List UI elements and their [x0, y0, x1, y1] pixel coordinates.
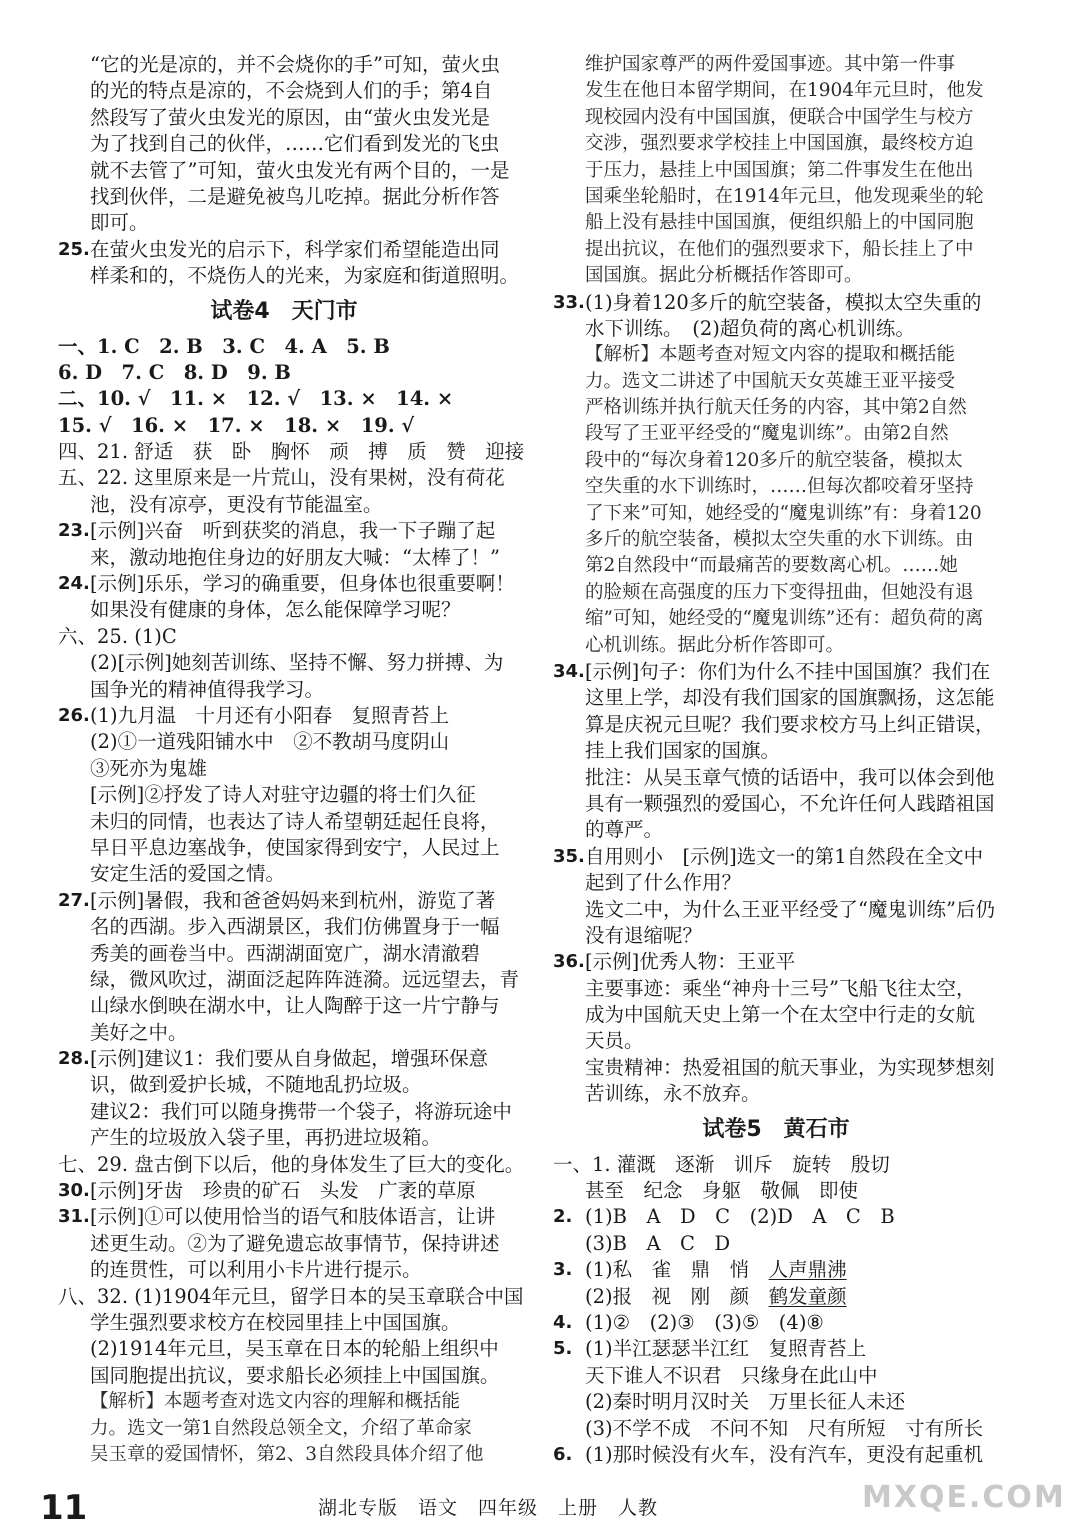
answer-line [553, 1002, 999, 1028]
answer-text: 七、29. 盘古倒下以后，他的身体发生了巨大的变化。 [58, 1152, 525, 1176]
answer-line [553, 738, 999, 764]
answer-text: 的光的特点是凉的，不会烧到人们的手；第4自 [90, 79, 493, 103]
answer-line [58, 1231, 510, 1257]
answer-text: [示例]乐乐，学习的确重要，但身体也很重要啊！ [90, 572, 515, 596]
answer-text: (2)报 视 刚 颜 [585, 1284, 769, 1308]
answer-text: 二、10. √ 11. × 12. √ 13. × 14. × [58, 387, 454, 411]
answer-line [58, 131, 510, 157]
answer-text: 段写了王亚平经受的“魔鬼训练”。由第2自然 [585, 423, 949, 445]
answer-text: 主要事迹：乘坐“神舟十三号”飞船飞往太空， [585, 976, 976, 1000]
answer-text: 如果没有健康的身体，怎么能保障学习呢？ [90, 598, 461, 622]
answer-text: 15. √ 16. × 17. × 18. × 19. √ [58, 413, 415, 437]
answer-line-numbered [58, 1178, 510, 1204]
answer-text: 识，做到爱护长城，不随地乱扔垃圾。 [90, 1073, 422, 1097]
answer-line [58, 52, 510, 78]
answer-line [553, 474, 999, 500]
answer-line [553, 1389, 999, 1415]
answer-line [553, 1231, 999, 1257]
answer-text: 山绿水倒映在湖水中，让人陶醉于这一片宁静与 [90, 994, 500, 1018]
answer-text: 这里上学，却没有我们国家的国旗飘扬，这怎能 [585, 686, 995, 710]
answer-text: 的连贯性，可以利用小卡片进行提示。 [90, 1258, 422, 1282]
underlined-idiom: 人声鼎沸 [768, 1258, 847, 1282]
answer-text: 学生强烈要求校方在校园里挂上中国国旗。 [90, 1310, 461, 1334]
answer-text: (2)①一道残阳铺水中 ②不教胡马度阴山 [90, 730, 450, 754]
answer-line [553, 1178, 999, 1204]
answer-text: 算是庆祝元旦呢？我们要求校方马上纠正错误， [585, 712, 995, 736]
answer-text: 池，没有凉亭，更没有节能温室。 [90, 492, 383, 516]
answer-line [553, 1416, 999, 1442]
left-column [58, 52, 525, 1468]
answer-text: 【解析】本题考查对选文内容的理解和概括能 [90, 1391, 461, 1413]
question-number: 25. [58, 238, 90, 260]
answer-text: 未归的同情，也表达了诗人希望朝廷起任良将， [90, 809, 500, 833]
answer-line-numbered [553, 290, 999, 316]
answer-text: 一、1. C 2. B 3. C 4. A 5. B [58, 334, 390, 358]
answer-line [553, 448, 999, 474]
answer-text: 六、25. (1)C [58, 624, 177, 648]
answer-line [58, 861, 510, 887]
answer-line [58, 465, 510, 491]
answer-line [553, 78, 999, 104]
answer-text: 【解析】本题考查对短文内容的提取和概括能 [585, 344, 956, 366]
answer-line [58, 360, 510, 386]
answer-text: (2)[示例]她刻苦训练、坚持不懈、努力拼搏、为 [90, 651, 504, 675]
answer-line [553, 184, 999, 210]
answer-line [58, 941, 510, 967]
answer-line [553, 210, 999, 236]
page-number: 11 [40, 1488, 88, 1528]
answer-text: ③死亦为鬼雄 [90, 756, 208, 780]
answer-line [553, 131, 999, 157]
answer-line [58, 1416, 510, 1442]
answer-line [553, 158, 999, 184]
answer-text: 于压力，悬挂上中国国旗；第二件事发生在他出 [585, 159, 974, 181]
answer-line [58, 1442, 510, 1468]
question-number: 3. [553, 1259, 573, 1281]
answer-text: [示例]牙齿 珍贵的矿石 头发 广袤的草原 [90, 1179, 476, 1203]
answer-text: 成为中国航天史上第一个在太空中行走的女航 [585, 1003, 976, 1027]
answer-text: 发生在他日本留学期间，在1904年元旦时，他发 [585, 80, 984, 102]
answer-text: (1)② (2)③ (3)⑤ (4)⑧ [585, 1310, 824, 1334]
answer-line [58, 1099, 510, 1125]
answer-text: 就不去管了”可知，萤火虫发光有两个目的，一是 [90, 158, 510, 182]
answer-line [58, 105, 510, 131]
question-number: 31. [58, 1206, 90, 1228]
answer-line [553, 1028, 999, 1054]
answer-line [553, 923, 999, 949]
answer-text: 宝贵精神：热爱祖国的航天事业，为实现梦想刻 [585, 1055, 995, 1079]
question-number: 26. [58, 704, 90, 726]
answer-text: (3)B A C D [585, 1231, 731, 1255]
answer-line [553, 395, 999, 421]
answer-text: 为了找到自己的伙伴，……它们看到发光的飞虫 [90, 132, 500, 156]
answer-text: 安定生活的爱国之情。 [90, 862, 286, 886]
answer-text: 绿，微风吹过，湖面泛起阵阵涟漪。远远望去，青 [90, 967, 520, 991]
answer-line [553, 527, 999, 553]
answer-text: (2)秦时明月汉时关 万里长征人未还 [585, 1390, 906, 1414]
answer-text: (1)半江瑟瑟半江红 复照青苔上 [585, 1337, 867, 1361]
answer-text: [示例]兴奋 听到获奖的消息，我一下子蹦了起 [90, 519, 496, 543]
question-number: 33. [553, 291, 585, 313]
answer-line [553, 1363, 999, 1389]
answer-line [553, 606, 999, 632]
answer-line [58, 993, 510, 1019]
answer-line [553, 712, 999, 738]
answer-text: 水下训练。 (2)超负荷的离心机训练。 [585, 316, 915, 340]
answer-line [58, 597, 510, 623]
answer-line-numbered [58, 703, 510, 729]
answer-line [58, 1284, 524, 1310]
answer-line [58, 492, 510, 518]
answer-line [553, 765, 999, 791]
answer-line [58, 624, 510, 650]
answer-line [58, 835, 510, 861]
answer-text: 空失重的水下训练时，……但每次都咬着牙坚持 [585, 476, 974, 498]
answer-text: 提出抗议，在他们的强烈要求下，船长挂上了中 [585, 238, 974, 260]
site-watermark: MXQE.COM [862, 1480, 1066, 1515]
question-number: 28. [58, 1048, 90, 1070]
answer-line [58, 1020, 510, 1046]
answer-text: 力。选文二讲述了中国航天女英雄王亚平接受 [585, 370, 956, 392]
answer-line [553, 870, 999, 896]
answer-line [553, 553, 999, 579]
answer-line [553, 52, 999, 78]
answer-text: 力。选文一第1自然段总领全文，介绍了革命家 [90, 1417, 472, 1439]
answer-text: (2)1914年元旦，吴玉章在日本的轮船上组织中 [90, 1337, 499, 1361]
answer-text: (1)那时候没有火车，没有汽车，更没有起重机 [585, 1442, 984, 1466]
question-number: 23. [58, 520, 90, 542]
answer-text: 在萤火虫发光的启示下，科学家们希望能造出同 [90, 237, 500, 261]
answer-line [58, 439, 525, 465]
answer-text: 四、21. 舒适 获 卧 胸怀 顽 搏 质 赞 迎接 [58, 440, 525, 464]
answer-line-numbered [58, 1204, 510, 1230]
answer-line [58, 914, 510, 940]
answer-line [553, 316, 999, 342]
answer-line-numbered [553, 1336, 999, 1362]
answer-line [58, 184, 510, 210]
answer-text: 述更生动。②为了避免遗忘故事情节，保持讲述 [90, 1231, 500, 1255]
answer-text: [示例]建议1：我们要从自身做起，增强环保意 [90, 1047, 489, 1071]
answer-text: “它的光是凉的，并不会烧你的手”可知，萤火虫 [90, 53, 500, 76]
answer-line-numbered [553, 1257, 999, 1283]
answer-text: [示例]句子：你们为什么不挂中国国旗？我们在 [585, 659, 991, 683]
answer-text: 6. D 7. C 8. D 9. B [58, 360, 291, 384]
answer-text: 苦训练，永不放弃。 [585, 1082, 761, 1106]
answer-text: [示例]优秀人物：王亚平 [585, 950, 796, 974]
answer-text: 早日平息边塞战争，使国家得到安宁，人民过上 [90, 835, 500, 859]
answer-line [553, 1152, 999, 1178]
answer-text: 然段写了萤火虫发光的原因，由“萤火虫发光是 [90, 105, 490, 129]
answer-line [553, 501, 999, 527]
answer-line [553, 1081, 999, 1107]
answer-text: 第2自然段中“而最痛苦的要数离心机。……她 [585, 555, 958, 577]
answer-text: 批注：从吴玉章气愤的话语中，我可以体会到他 [585, 765, 995, 789]
answer-line [58, 413, 510, 439]
answer-text: 缩”可知，她经受的“魔鬼训练”还有：超负荷的离 [585, 608, 984, 630]
answer-line-numbered [553, 659, 999, 685]
answer-line [553, 817, 999, 843]
answer-line [58, 263, 520, 289]
answer-text: 船上没有悬挂中国国旗，便组织船上的中国同胞 [585, 212, 974, 234]
question-number: 27. [58, 889, 90, 911]
answer-line-numbered [553, 1310, 999, 1336]
answer-line-numbered [58, 888, 510, 914]
answer-text: 段中的“每次身着120多斤的航空装备，模拟太 [585, 449, 963, 471]
answer-line-numbered [553, 844, 999, 870]
answer-text: 国乘坐轮船时，在1914年元旦，他发现乘坐的轮 [585, 185, 984, 207]
answer-text: 一、1. 灌溉 逐渐 训斥 旋转 殷切 [553, 1152, 890, 1176]
answer-line-numbered [58, 571, 515, 597]
answer-text: 现校园内没有中国国旗，便联合中国学生与校方 [585, 106, 974, 128]
answer-line [58, 1336, 510, 1362]
answer-text: [示例]暑假，我和爸爸妈妈来到杭州，游览了著 [90, 888, 496, 912]
answer-line [553, 369, 999, 395]
answer-text: 多斤的航空装备，模拟太空失重的水下训练。由 [585, 529, 974, 551]
answer-line [553, 342, 999, 368]
answer-line [553, 633, 999, 659]
answer-line [553, 105, 999, 131]
question-number: 35. [553, 845, 585, 867]
answer-line [58, 1125, 510, 1151]
answer-line [553, 976, 999, 1002]
answer-text: (1)身着120多斤的航空装备，模拟太空失重的 [585, 290, 982, 314]
answer-line [553, 263, 999, 289]
answer-line [58, 78, 510, 104]
answer-line-numbered [553, 1442, 999, 1468]
answer-text: [示例]②抒发了诗人对驻守边疆的将士们久征 [90, 783, 476, 807]
answer-line [58, 158, 510, 184]
answer-line-numbered [58, 237, 510, 263]
answer-text: 八、32. (1)1904年元旦，留学日本的吴玉章联合中国 [58, 1284, 524, 1308]
answer-line [553, 685, 999, 711]
answer-text: 没有退缩呢？ [585, 923, 703, 947]
answer-line [553, 897, 999, 923]
answer-text: 甚至 纪念 身躯 敬佩 即使 [585, 1179, 859, 1203]
answer-line [553, 580, 999, 606]
answer-line [58, 809, 510, 835]
answer-line [58, 1257, 510, 1283]
answer-line [58, 756, 510, 782]
answer-line-numbered [58, 1046, 510, 1072]
answer-line [553, 1055, 999, 1081]
answer-line [58, 650, 510, 676]
answer-line [58, 1072, 510, 1098]
answer-line [553, 421, 999, 447]
answer-text: 挂上我们国家的国旗。 [585, 739, 781, 763]
answer-line [553, 237, 999, 263]
answer-text: 美好之中。 [90, 1020, 188, 1044]
question-number: 2. [553, 1206, 573, 1228]
answer-line [58, 967, 520, 993]
answer-text: 严格训练并执行航天任务的内容，其中第2自然 [585, 397, 967, 419]
answer-text: 天下谁人不识君 只缘身在此山中 [585, 1363, 878, 1387]
question-number: 34. [553, 660, 585, 682]
answer-line [58, 782, 510, 808]
answer-line [553, 791, 999, 817]
answer-text: 了下来”可知，她经受的“魔鬼训练”有：身着120 [585, 502, 982, 524]
answer-text: 具有一颗强烈的爱国心，不允许任何人践踏祖国 [585, 791, 995, 815]
answer-text: 的脸颊在高强度的压力下变得扭曲，但她没有退 [585, 581, 974, 603]
underlined-idiom: 鹤发童颜 [768, 1284, 847, 1308]
answer-text: 维护国家尊严的两件爱国事迹。其中第一件事 [585, 54, 956, 75]
answer-text: (1)B A D C (2)D A C B [585, 1205, 895, 1229]
answer-line [58, 1389, 510, 1415]
question-number: 4. [553, 1311, 573, 1333]
answer-line-numbered [553, 949, 999, 975]
right-column [553, 52, 999, 1468]
answer-line [58, 1310, 510, 1336]
question-number: 24. [58, 573, 90, 595]
answer-text: 国同胞提出抗议，要求船长必须挂上中国国旗。 [90, 1363, 500, 1387]
answer-text: 的尊严。 [585, 818, 664, 842]
answer-text: 吴玉章的爱国情怀，第2、3自然段具体介绍了他 [90, 1443, 484, 1465]
answer-line [58, 545, 510, 571]
question-number: 5. [553, 1338, 573, 1360]
answer-text: 起到了什么作用？ [585, 871, 742, 895]
section-title: 试卷4 天门市 [210, 298, 358, 324]
answer-text: 选文二中，为什么王亚平经受了“魔鬼训练”后仍 [585, 897, 995, 921]
answer-text: 自用则小 [示例]选文一的第1自然段在全文中 [585, 844, 984, 868]
answer-line [58, 334, 510, 360]
question-number: 6. [553, 1443, 573, 1465]
answer-text: [示例]①可以使用恰当的语气和肢体语言，让讲 [90, 1205, 496, 1229]
question-number: 36. [553, 951, 585, 973]
answer-line-numbered [553, 1204, 999, 1230]
answer-text: (1)私 雀 鼎 悄 [585, 1258, 769, 1282]
answer-text: 国国旗。据此分析概括作答即可。 [585, 265, 863, 287]
answer-line [58, 729, 510, 755]
answer-text: 名的西湖。步入西湖景区，我们仿佛置身于一幅 [90, 915, 500, 939]
answer-line [553, 1284, 999, 1310]
answer-text: 国争光的精神值得我学习。 [90, 677, 325, 701]
answer-text: 样柔和的，不烧伤人的光来，为家庭和街道照明。 [90, 264, 520, 288]
answer-line [58, 1363, 510, 1389]
answer-text: 即可。 [90, 211, 149, 235]
footer-edition-text: 湖北专版 语文 四年级 上册 人教 [318, 1497, 659, 1519]
answer-text: 五、22. 这里原来是一片荒山，没有果树，没有荷花 [58, 466, 505, 490]
question-number: 30. [58, 1180, 90, 1202]
answer-text: 心机训练。据此分析作答即可。 [585, 634, 845, 656]
answer-text: (1)九月温 十月还有小阳春 复照青苔上 [90, 703, 450, 727]
answer-text: 天员。 [585, 1029, 644, 1053]
answer-line [58, 1152, 525, 1178]
answer-line [58, 210, 510, 236]
answer-text: 来，激动地抱住身边的好朋友大喊：“太棒了！” [90, 545, 500, 569]
answer-line [58, 677, 510, 703]
answer-text: 交涉，强烈要求学校挂上中国国旗，最终校方迫 [585, 133, 974, 155]
answer-line [58, 386, 510, 412]
answer-text: (3)不学不成 不问不知 尺有所短 寸有所长 [585, 1416, 984, 1440]
answer-text: 找到伙伴，二是避免被鸟儿吃掉。据此分析作答 [90, 184, 500, 208]
section-title: 试卷5 黄石市 [702, 1116, 850, 1142]
answer-text: 产生的垃圾放入袋子里，再扔进垃圾箱。 [90, 1126, 442, 1150]
answer-text: 建议2：我们可以随身携带一个袋子，将游玩途中 [90, 1099, 512, 1123]
answer-text: 秀美的画卷当中。西湖湖面宽广，湖水清澈碧 [90, 941, 481, 965]
answer-line-numbered [58, 518, 510, 544]
